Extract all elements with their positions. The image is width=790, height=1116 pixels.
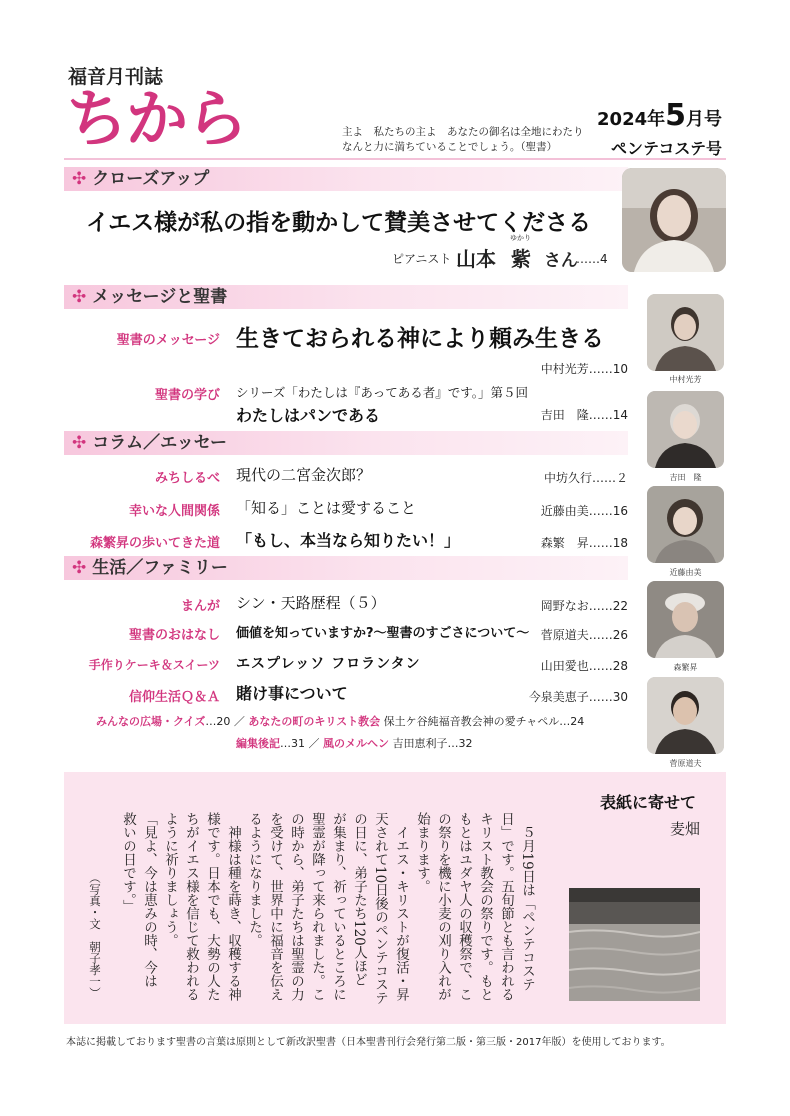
- photo-yoshida: [647, 391, 724, 468]
- cover-col-11: 聖霊が降って来られました。こ: [309, 812, 325, 1001]
- misc-church-detail: 保土ケ谷純福音教会神の愛チャペル…24: [380, 715, 585, 728]
- cross-icon: ✣: [72, 287, 87, 307]
- magazine-type: 福音月刊誌: [68, 66, 164, 88]
- photo-sugawara: [647, 677, 724, 754]
- misc-marchen-detail: 吉田恵利子…32: [389, 737, 473, 750]
- photo-caption-sugawara: 菅原道夫: [669, 759, 702, 768]
- cover-col-15: 神様は種を蒔き、収穫する神: [225, 812, 241, 1001]
- cover-col-19: 「見よ、今は恵みの時、今は: [141, 812, 157, 988]
- life-title-2: 価値を知っていますか?～聖書のすごさについて～: [236, 626, 530, 641]
- issue-year: 2024年: [597, 109, 666, 130]
- closeup-name: [456, 234, 578, 272]
- cover-col-16: 様です。日本でも、大勢の人た: [204, 812, 220, 1001]
- cover-col-12: の時から、弟子たちは聖霊の力: [288, 812, 304, 1001]
- column-author-3: 森繁 昇……18: [540, 536, 628, 550]
- footer-note: 本誌に掲載しております聖書の言葉は原則として新改訳聖書（日本聖書刊行会発行第二版・第三版・2017年版）を使用しております。: [66, 1037, 671, 1048]
- life-heading: [72, 556, 228, 580]
- photo-kondo: [647, 486, 724, 563]
- closeup-ruby: ゆかり: [509, 234, 531, 242]
- photo-caption-morishige: 森繁昇: [673, 663, 698, 672]
- cover-col-18: ように祈りましょう。: [162, 812, 178, 947]
- life-category-3: 手作りケーキ＆スイーツ: [88, 658, 220, 672]
- message-heading-text: メッセージと聖書: [92, 287, 228, 307]
- misc-editor: 編集後記: [236, 737, 280, 750]
- column-category-1: みちしるべ: [154, 471, 220, 486]
- life-title-4: 賭け事について: [236, 684, 348, 703]
- life-category-4: 信仰生活Ｑ＆Ａ: [128, 690, 220, 705]
- cover-col-14: るようになりました。: [246, 812, 262, 947]
- issue-date: [597, 98, 722, 133]
- life-category-1: まんが: [180, 599, 220, 614]
- closeup-given-name: 紫: [510, 247, 531, 271]
- cover-col-8: 天されて10日後のペンテコステ: [372, 812, 388, 1005]
- header-divider: [64, 158, 726, 160]
- issue-special: ペンテコステ号: [610, 139, 722, 158]
- misc-quiz-page: …20 ／: [205, 715, 249, 728]
- cover-heading: 表紙に寄せて: [600, 793, 697, 812]
- cover-col-17: ちがイエス様を信じて救われる: [183, 812, 199, 1001]
- cross-icon: ✣: [72, 433, 87, 453]
- cover-credit: （写真・文 朝子孝一）: [88, 872, 102, 999]
- column-title-3: 「もし、本当なら知りたい！」: [236, 531, 461, 550]
- cover-col-9: の日に、弟子たち120人ほど: [351, 812, 367, 987]
- header-verse-line2: なんと力に満ちていることでしょう。（聖書）: [342, 141, 558, 153]
- cover-photo: [569, 888, 700, 1001]
- column-title-1: 現代の二宮金次郎？: [236, 466, 372, 484]
- column-heading-text: コラム／エッセー: [92, 433, 228, 453]
- magazine-logo: ちから: [66, 82, 247, 155]
- closeup-role: ピアニスト: [392, 252, 452, 266]
- cross-icon: ✣: [72, 558, 87, 578]
- life-title-3: エスプレッソ フロランタン: [236, 656, 421, 672]
- cross-icon: ✣: [72, 169, 87, 189]
- column-heading: [72, 431, 227, 455]
- cover-col-2: 日」です。五旬節とも言われる: [498, 812, 514, 1001]
- cover-col-3: キリスト教会の祭りです。もと: [477, 812, 493, 1001]
- closeup-photo: [622, 168, 726, 272]
- cover-col-1: ５月19日は「ペンテコステ: [519, 812, 535, 992]
- photo-caption-kondo: 近藤由美: [669, 568, 702, 577]
- column-title-2: 「知る」ことは愛すること: [236, 499, 417, 517]
- cover-col-5: の祭りを機に小麦の刈り入れが: [435, 812, 451, 1001]
- closeup-heading: [72, 167, 209, 191]
- life-author-3: 山田愛也……28: [540, 659, 628, 673]
- message-author-1: 中村光芳……10: [540, 362, 628, 376]
- misc-line-1: [96, 713, 584, 729]
- closeup-title: イエス様が私の指を動かして賛美させてくださる: [86, 210, 592, 236]
- misc-church: あなたの町のキリスト教会: [248, 715, 381, 728]
- message-title-2: わたしはパンである: [236, 406, 381, 425]
- closeup-heading-text: クローズアップ: [92, 169, 210, 189]
- column-author-2: 近藤由美……16: [540, 504, 628, 518]
- header-verse-line1: 主よ 私たちの主よ あなたの御名は全地にわたり: [342, 126, 584, 138]
- cover-subject: 麦畑: [670, 820, 701, 838]
- cover-col-6: 始まります。: [414, 812, 430, 893]
- life-author-1: 岡野なお……22: [540, 599, 628, 613]
- message-author-2: 吉田 隆……14: [540, 408, 628, 422]
- life-title-1: シン・天路歴程（５）: [236, 594, 386, 612]
- closeup-surname: 山本: [456, 247, 496, 271]
- life-category-2: 聖書のおはなし: [128, 628, 220, 643]
- issue-suffix: 月号: [686, 109, 722, 130]
- life-author-2: 菅原道夫……26: [540, 628, 628, 642]
- column-author-1: 中坊久行……２: [543, 471, 628, 485]
- cover-col-20: 救いの日です。」: [120, 812, 136, 914]
- column-category-3: 森繁昇の歩いてきた道: [89, 536, 220, 551]
- cover-col-10: が集まり、祈っているところに: [330, 812, 346, 1001]
- column-category-2: 幸いな人間関係: [128, 504, 220, 519]
- misc-editor-page: …31 ／: [280, 737, 323, 750]
- message-series: シリーズ「わたしは『あってある者』です。」第５回: [236, 385, 529, 400]
- misc-quiz: みんなの広場・クイズ: [96, 715, 206, 728]
- message-category-2: 聖書の学び: [154, 388, 220, 403]
- message-heading: [72, 285, 227, 309]
- photo-morishige: [647, 581, 724, 658]
- message-category-1: 聖書のメッセージ: [116, 333, 220, 348]
- issue-month: 5: [665, 98, 686, 133]
- cover-col-7: イエス・キリストが復活・昇: [393, 812, 409, 1001]
- misc-marchen: 風のメルヘン: [323, 737, 389, 750]
- closeup-page: ……4: [576, 252, 608, 266]
- cover-col-4: もとはユダヤ人の収穫祭で、こ: [456, 812, 472, 1001]
- photo-caption-yoshida: 吉田 隆: [669, 473, 702, 482]
- cover-col-13: を受けて、世界中に福音を伝え: [267, 812, 283, 1001]
- life-author-4: 今泉美恵子……30: [528, 690, 628, 704]
- closeup-honorific: さん: [543, 251, 578, 271]
- misc-line-2: [236, 735, 473, 751]
- message-title-1: 生きておられる神により頼み生きる: [236, 326, 604, 352]
- photo-nakamura: [647, 294, 724, 371]
- life-heading-text: 生活／ファミリー: [92, 558, 228, 578]
- photo-caption-nakamura: 中村光芳: [669, 375, 702, 384]
